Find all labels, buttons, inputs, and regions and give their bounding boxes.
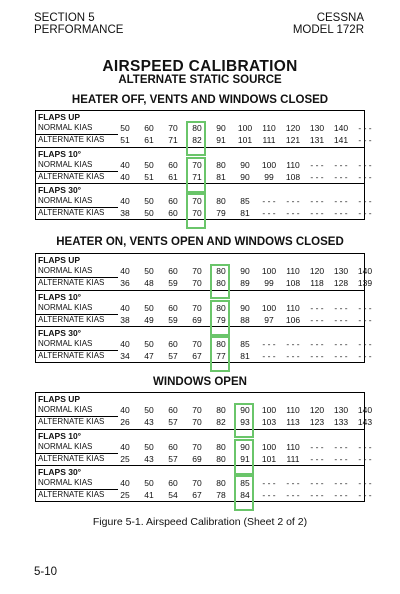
kias-value: 70 (192, 478, 202, 488)
kias-value: 100 (237, 123, 253, 133)
flap-setting-label: FLAPS 10° (38, 149, 82, 159)
kias-value: 50 (144, 208, 154, 218)
kias-value: - - - (358, 208, 372, 218)
flap-setting-group (36, 326, 372, 362)
section-title: HEATER OFF, VENTS AND WINDOWS CLOSED (71, 94, 329, 106)
kias-value: 38 (120, 315, 130, 325)
alternate-kias-row (36, 351, 372, 362)
kias-value: 25 (120, 490, 130, 500)
kias-value: 118 (310, 278, 324, 288)
alternate-kias-label: ALTERNATE KIAS (38, 351, 105, 360)
kias-value: - - - (262, 208, 276, 218)
kias-value: 51 (144, 172, 154, 182)
kias-value: 71 (192, 172, 202, 182)
kias-value: 80 (216, 196, 226, 206)
figure-caption: Figure 5-1. Airspeed Calibration (Sheet 2 of 2) (92, 516, 308, 528)
highlight-box (186, 193, 206, 229)
kias-value: 100 (261, 442, 277, 452)
kias-value: 70 (192, 208, 202, 218)
kias-value: 70 (192, 417, 202, 427)
kias-value: - - - (334, 315, 348, 325)
kias-value: - - - (334, 160, 348, 170)
kias-value: - - - (334, 196, 348, 206)
kias-value: 40 (120, 339, 130, 349)
kias-value: 111 (286, 454, 300, 464)
kias-value: - - - (310, 196, 324, 206)
calibration-table (35, 392, 373, 502)
kias-value: 40 (120, 160, 130, 170)
kias-value: 90 (240, 442, 250, 452)
kias-value: 61 (144, 135, 154, 145)
normal-kias-row (36, 405, 373, 416)
calibration-table (35, 253, 373, 363)
kias-value: - - - (286, 208, 300, 218)
normal-kias-label: NORMAL KIAS (38, 266, 93, 275)
kias-value: 108 (285, 172, 301, 182)
alternate-kias-label: ALTERNATE KIAS (38, 454, 105, 463)
normal-kias-label: NORMAL KIAS (38, 123, 93, 132)
flap-setting-group (36, 393, 373, 429)
kias-value: - - - (262, 478, 276, 488)
alternate-kias-row (36, 490, 372, 501)
kias-value: 88 (240, 315, 250, 325)
kias-value: - - - (310, 303, 324, 313)
alternate-kias-row (36, 454, 372, 465)
flap-setting-label: FLAPS 10° (38, 292, 82, 302)
kias-value: 100 (261, 405, 277, 415)
kias-value: 120 (285, 123, 301, 133)
normal-kias-label: NORMAL KIAS (38, 478, 93, 487)
highlight-box (210, 336, 230, 372)
normal-kias-label: NORMAL KIAS (38, 160, 93, 169)
kias-value: 60 (168, 339, 178, 349)
kias-value: 57 (168, 417, 178, 427)
kias-value: 97 (264, 315, 274, 325)
kias-value: - - - (334, 442, 348, 452)
kias-value: 47 (144, 351, 154, 361)
flap-setting-group (36, 465, 372, 501)
kias-value: - - - (358, 160, 372, 170)
kias-value: 60 (168, 208, 178, 218)
kias-value: 89 (240, 278, 250, 288)
kias-value: 25 (120, 454, 130, 464)
kias-value: - - - (310, 315, 324, 325)
kias-value: - - - (310, 442, 324, 452)
flap-setting-label: FLAPS UP (38, 394, 81, 404)
normal-kias-row (36, 266, 373, 277)
alternate-kias-label: ALTERNATE KIAS (38, 315, 105, 324)
kias-value: 110 (286, 405, 300, 415)
kias-value: - - - (286, 196, 300, 206)
flap-setting-group (36, 254, 373, 290)
running-header-left (34, 12, 123, 36)
highlight-box (234, 439, 254, 475)
kias-value: 40 (120, 478, 130, 488)
kias-value: - - - (286, 490, 300, 500)
normal-kias-row (36, 303, 372, 314)
normal-kias-label: NORMAL KIAS (38, 196, 93, 205)
kias-value: 57 (168, 351, 178, 361)
normal-kias-label: NORMAL KIAS (38, 442, 93, 451)
kias-value: 54 (168, 490, 178, 500)
kias-value: 48 (144, 278, 154, 288)
kias-value: - - - (334, 351, 348, 361)
kias-value: 69 (192, 454, 202, 464)
kias-value: 82 (192, 135, 202, 145)
kias-value: 49 (144, 315, 154, 325)
kias-value: 40 (120, 405, 130, 415)
kias-value: 131 (309, 135, 325, 145)
flap-setting-label: FLAPS 30° (38, 467, 82, 477)
page-subtitle: ALTERNATE STATIC SOURCE (118, 74, 282, 86)
running-header-right (293, 12, 364, 36)
alternate-kias-row (36, 417, 373, 428)
kias-value: - - - (334, 490, 348, 500)
kias-value: 78 (216, 490, 226, 500)
kias-value: 140 (357, 405, 373, 415)
kias-value: 111 (262, 135, 276, 145)
kias-value: - - - (310, 478, 324, 488)
kias-value: 120 (309, 405, 325, 415)
model-label: MODEL 172R (292, 24, 364, 36)
kias-value: 70 (192, 196, 202, 206)
kias-value: - - - (358, 454, 372, 464)
kias-value: - - - (358, 196, 372, 206)
kias-value: - - - (358, 135, 372, 145)
kias-value: 43 (144, 417, 154, 427)
alternate-kias-row (36, 315, 372, 326)
alternate-kias-label: ALTERNATE KIAS (38, 490, 105, 499)
kias-value: 69 (192, 315, 202, 325)
highlight-box (210, 300, 230, 336)
kias-value: 128 (333, 278, 349, 288)
kias-value: 38 (120, 208, 130, 218)
kias-value: 120 (309, 266, 325, 276)
flap-setting-group (36, 290, 372, 326)
kias-value: 113 (286, 417, 300, 427)
kias-value: 81 (240, 208, 250, 218)
kias-value: 59 (168, 278, 178, 288)
kias-value: 103 (261, 417, 277, 427)
kias-value: 140 (357, 266, 373, 276)
kias-value: 93 (240, 417, 250, 427)
flap-setting-label: FLAPS 10° (38, 431, 82, 441)
kias-value: - - - (358, 442, 372, 452)
kias-value: 57 (168, 454, 178, 464)
kias-value: - - - (262, 351, 276, 361)
kias-value: 40 (120, 196, 130, 206)
kias-value: 139 (357, 278, 373, 288)
kias-value: 67 (192, 351, 202, 361)
kias-value: 60 (144, 123, 154, 133)
kias-value: 41 (144, 490, 154, 500)
normal-kias-row (36, 442, 372, 453)
highlight-box (186, 121, 206, 156)
kias-value: - - - (286, 339, 300, 349)
kias-value: - - - (334, 478, 348, 488)
kias-value: - - - (358, 315, 372, 325)
kias-value: - - - (334, 172, 348, 182)
kias-value: 133 (333, 417, 349, 427)
alternate-kias-label: ALTERNATE KIAS (38, 172, 105, 181)
kias-value: 99 (264, 172, 274, 182)
kias-value: - - - (358, 123, 372, 133)
kias-value: 130 (333, 405, 349, 415)
kias-value: 70 (192, 405, 202, 415)
kias-value: 108 (285, 278, 301, 288)
kias-value: 100 (261, 266, 277, 276)
kias-value: 80 (216, 339, 226, 349)
kias-value: - - - (334, 454, 348, 464)
kias-value: 59 (168, 315, 178, 325)
kias-value: 110 (286, 266, 300, 276)
kias-value: 100 (261, 303, 277, 313)
kias-value: - - - (310, 351, 324, 361)
kias-value: 60 (168, 405, 178, 415)
kias-value: 100 (261, 160, 277, 170)
kias-value: 50 (144, 303, 154, 313)
kias-value: 80 (216, 442, 226, 452)
kias-value: 110 (286, 442, 300, 452)
kias-value: 70 (192, 160, 202, 170)
alternate-kias-label: ALTERNATE KIAS (38, 208, 105, 217)
kias-value: 77 (216, 351, 226, 361)
kias-value: - - - (334, 208, 348, 218)
kias-value: 101 (261, 454, 277, 464)
kias-value: 90 (240, 160, 250, 170)
kias-value: 130 (333, 266, 349, 276)
kias-value: 90 (240, 172, 250, 182)
kias-value: 70 (168, 123, 178, 133)
kias-value: 50 (144, 339, 154, 349)
kias-value: 50 (144, 160, 154, 170)
kias-value: - - - (310, 490, 324, 500)
kias-value: 80 (216, 303, 226, 313)
kias-value: 106 (285, 315, 301, 325)
highlight-box (210, 264, 230, 299)
kias-value: 110 (286, 160, 300, 170)
kias-value: - - - (262, 339, 276, 349)
highlight-box (234, 475, 254, 511)
kias-value: 60 (168, 478, 178, 488)
kias-value: 60 (168, 196, 178, 206)
kias-value: 40 (120, 266, 130, 276)
flap-setting-label: FLAPS 30° (38, 328, 82, 338)
kias-value: 130 (309, 123, 325, 133)
section-title: HEATER ON, VENTS OPEN AND WINDOWS CLOSED (56, 236, 344, 248)
kias-value: 70 (192, 339, 202, 349)
flap-setting-label: FLAPS UP (38, 112, 81, 122)
kias-value: 80 (216, 405, 226, 415)
kias-value: 70 (192, 303, 202, 313)
kias-value: 36 (120, 278, 130, 288)
kias-value: 71 (168, 135, 178, 145)
kias-value: 70 (192, 442, 202, 452)
kias-value: 143 (357, 417, 373, 427)
kias-value: 91 (240, 454, 250, 464)
kias-value: 50 (144, 196, 154, 206)
kias-value: 90 (216, 123, 226, 133)
kias-value: 40 (120, 442, 130, 452)
kias-value: 82 (216, 417, 226, 427)
kias-value: 79 (216, 208, 226, 218)
kias-value: 121 (285, 135, 301, 145)
kias-value: - - - (358, 339, 372, 349)
kias-value: 80 (216, 266, 226, 276)
kias-value: - - - (262, 490, 276, 500)
kias-value: 50 (144, 266, 154, 276)
section-title: WINDOWS OPEN (153, 376, 247, 388)
highlight-box (186, 157, 206, 193)
kias-value: - - - (310, 172, 324, 182)
kias-value: 90 (240, 303, 250, 313)
section-label: SECTION 5 (34, 12, 95, 24)
kias-value: 60 (168, 303, 178, 313)
manufacturer-label: CESSNA (316, 12, 364, 24)
normal-kias-row (36, 339, 372, 350)
kias-value: 70 (192, 266, 202, 276)
normal-kias-label: NORMAL KIAS (38, 405, 93, 414)
kias-value: 60 (168, 266, 178, 276)
kias-value: 110 (262, 123, 276, 133)
alternate-kias-label: ALTERNATE KIAS (38, 135, 105, 144)
kias-value: 43 (144, 454, 154, 464)
kias-value: 81 (240, 351, 250, 361)
kias-value: - - - (286, 478, 300, 488)
kias-value: 79 (216, 315, 226, 325)
kias-value: 85 (240, 339, 250, 349)
kias-value: 123 (309, 417, 325, 427)
kias-value: 81 (216, 172, 226, 182)
flap-setting-label: FLAPS 30° (38, 185, 82, 195)
kias-value: 60 (168, 160, 178, 170)
flap-setting-group (36, 429, 372, 465)
page-number: 5-10 (34, 566, 58, 578)
kias-value: - - - (310, 160, 324, 170)
kias-value: 40 (120, 172, 130, 182)
kias-value: - - - (310, 208, 324, 218)
normal-kias-label: NORMAL KIAS (38, 339, 93, 348)
kias-value: 90 (240, 266, 250, 276)
highlight-box (234, 403, 254, 438)
kias-value: 67 (192, 490, 202, 500)
kias-value: - - - (358, 478, 372, 488)
kias-value: - - - (334, 303, 348, 313)
kias-value: 80 (216, 160, 226, 170)
kias-value: 34 (120, 351, 130, 361)
kias-value: 84 (240, 490, 250, 500)
kias-value: 80 (192, 123, 202, 133)
kias-value: 50 (144, 442, 154, 452)
kias-value: 101 (237, 135, 253, 145)
kias-value: 85 (240, 196, 250, 206)
kias-value: - - - (262, 196, 276, 206)
kias-value: 51 (120, 135, 130, 145)
kias-value: 140 (333, 123, 349, 133)
kias-value: 70 (192, 278, 202, 288)
kias-value: 60 (168, 442, 178, 452)
kias-value: 91 (216, 135, 226, 145)
kias-value: - - - (358, 303, 372, 313)
kias-value: 85 (240, 478, 250, 488)
kias-value: 80 (216, 478, 226, 488)
kias-value: - - - (358, 351, 372, 361)
kias-value: 40 (120, 303, 130, 313)
kias-value: 90 (240, 405, 250, 415)
kias-value: 50 (144, 478, 154, 488)
normal-kias-label: NORMAL KIAS (38, 303, 93, 312)
alternate-kias-label: ALTERNATE KIAS (38, 278, 105, 287)
flap-setting-label: FLAPS UP (38, 255, 81, 265)
kias-value: 141 (333, 135, 349, 145)
page-title: AIRSPEED CALIBRATION (102, 58, 298, 75)
kias-value: 99 (264, 278, 274, 288)
kias-value: 80 (216, 278, 226, 288)
normal-kias-row (36, 478, 372, 489)
chapter-label: PERFORMANCE (34, 24, 124, 36)
kias-value: - - - (334, 339, 348, 349)
kias-value: 26 (120, 417, 130, 427)
kias-value: - - - (310, 454, 324, 464)
kias-value: - - - (310, 339, 324, 349)
kias-value: 110 (286, 303, 300, 313)
kias-value: - - - (358, 490, 372, 500)
kias-value: - - - (358, 172, 372, 182)
alternate-kias-row (36, 278, 373, 289)
kias-value: 80 (216, 454, 226, 464)
kias-value: 50 (144, 405, 154, 415)
alternate-kias-label: ALTERNATE KIAS (38, 417, 105, 426)
kias-value: 50 (120, 123, 130, 133)
kias-value: 61 (168, 172, 178, 182)
kias-value: - - - (286, 351, 300, 361)
